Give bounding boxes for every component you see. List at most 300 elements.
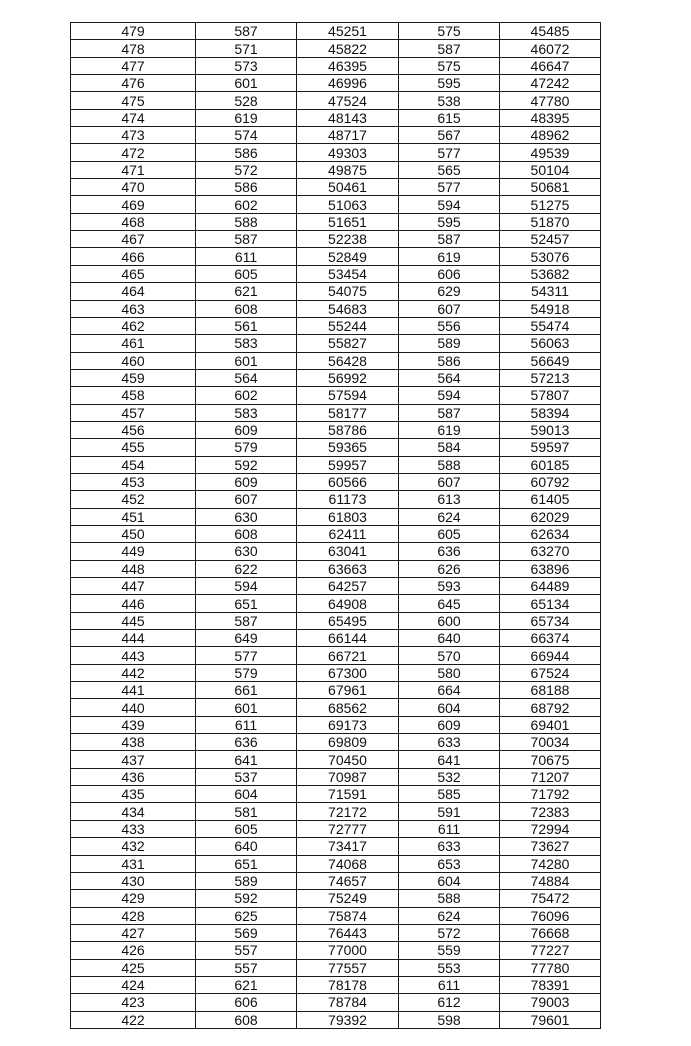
count-cell-2: 575 [399, 23, 500, 40]
score-cell: 442 [71, 664, 196, 681]
cumulative-cell-2: 65734 [500, 612, 601, 629]
count-cell: 651 [196, 595, 297, 612]
cumulative-cell-2: 58394 [500, 404, 601, 421]
count-cell-2: 640 [399, 630, 500, 647]
cumulative-cell: 70450 [297, 751, 399, 768]
count-cell-2: 611 [399, 976, 500, 993]
cumulative-cell: 54683 [297, 300, 399, 317]
count-cell-2: 594 [399, 196, 500, 213]
count-cell: 609 [196, 473, 297, 490]
table-row [71, 439, 601, 456]
score-cell: 451 [71, 508, 196, 525]
count-cell: 611 [196, 248, 297, 265]
score-cell: 478 [71, 40, 196, 57]
count-cell: 649 [196, 630, 297, 647]
count-cell: 564 [196, 369, 297, 386]
count-cell: 561 [196, 317, 297, 334]
count-cell: 587 [196, 612, 297, 629]
cumulative-cell: 65495 [297, 612, 399, 629]
table-row [71, 630, 601, 647]
count-cell-2: 612 [399, 994, 500, 1011]
score-table [70, 22, 601, 1029]
table-row [71, 248, 601, 265]
table-row [71, 352, 601, 369]
table-row [71, 959, 601, 976]
score-cell: 422 [71, 1011, 196, 1028]
table-row [71, 265, 601, 282]
cumulative-cell-2: 79601 [500, 1011, 601, 1028]
score-cell: 467 [71, 231, 196, 248]
table-row [71, 924, 601, 941]
cumulative-cell-2: 59013 [500, 421, 601, 438]
cumulative-cell-2: 59597 [500, 439, 601, 456]
table-row [71, 647, 601, 664]
count-cell: 630 [196, 543, 297, 560]
count-cell-2: 575 [399, 57, 500, 74]
cumulative-cell-2: 79003 [500, 994, 601, 1011]
table-row [71, 664, 601, 681]
score-cell: 473 [71, 127, 196, 144]
cumulative-cell-2: 54311 [500, 283, 601, 300]
cumulative-cell: 57594 [297, 387, 399, 404]
score-cell: 446 [71, 595, 196, 612]
table-row [71, 855, 601, 872]
count-cell: 574 [196, 127, 297, 144]
count-cell-2: 587 [399, 40, 500, 57]
score-table-body [71, 23, 601, 1029]
cumulative-cell-2: 76096 [500, 907, 601, 924]
cumulative-cell-2: 70034 [500, 734, 601, 751]
count-cell-2: 556 [399, 317, 500, 334]
cumulative-cell: 78784 [297, 994, 399, 1011]
table-row [71, 682, 601, 699]
count-cell-2: 577 [399, 144, 500, 161]
table-row [71, 838, 601, 855]
cumulative-cell-2: 51275 [500, 196, 601, 213]
count-cell: 602 [196, 196, 297, 213]
table-row [71, 300, 601, 317]
count-cell-2: 591 [399, 803, 500, 820]
count-cell-2: 580 [399, 664, 500, 681]
table-row [71, 525, 601, 542]
count-cell: 587 [196, 231, 297, 248]
cumulative-cell-2: 77780 [500, 959, 601, 976]
table-row [71, 92, 601, 109]
cumulative-cell: 64257 [297, 578, 399, 595]
score-cell: 443 [71, 647, 196, 664]
count-cell: 622 [196, 560, 297, 577]
table-row [71, 127, 601, 144]
table-row [71, 421, 601, 438]
score-cell: 455 [71, 439, 196, 456]
count-cell-2: 626 [399, 560, 500, 577]
count-cell-2: 565 [399, 161, 500, 178]
cumulative-cell: 56992 [297, 369, 399, 386]
score-cell: 463 [71, 300, 196, 317]
table-row [71, 543, 601, 560]
count-cell-2: 594 [399, 387, 500, 404]
count-cell-2: 606 [399, 265, 500, 282]
cumulative-cell-2: 62029 [500, 508, 601, 525]
table-row [71, 109, 601, 126]
score-cell: 432 [71, 838, 196, 855]
count-cell: 619 [196, 109, 297, 126]
cumulative-cell: 67300 [297, 664, 399, 681]
count-cell: 587 [196, 23, 297, 40]
cumulative-cell-2: 77227 [500, 942, 601, 959]
cumulative-cell: 50461 [297, 179, 399, 196]
score-cell: 472 [71, 144, 196, 161]
cumulative-cell: 46996 [297, 75, 399, 92]
cumulative-cell: 45822 [297, 40, 399, 57]
count-cell-2: 629 [399, 283, 500, 300]
table-row [71, 751, 601, 768]
cumulative-cell: 72172 [297, 803, 399, 820]
table-row [71, 734, 601, 751]
table-row [71, 179, 601, 196]
cumulative-cell-2: 45485 [500, 23, 601, 40]
count-cell-2: 619 [399, 421, 500, 438]
cumulative-cell-2: 57213 [500, 369, 601, 386]
cumulative-cell: 77557 [297, 959, 399, 976]
cumulative-cell-2: 73627 [500, 838, 601, 855]
table-row [71, 473, 601, 490]
count-cell-2: 588 [399, 890, 500, 907]
table-row [71, 387, 601, 404]
cumulative-cell: 62411 [297, 525, 399, 542]
count-cell-2: 641 [399, 751, 500, 768]
cumulative-cell-2: 62634 [500, 525, 601, 542]
cumulative-cell-2: 74884 [500, 872, 601, 889]
count-cell: 640 [196, 838, 297, 855]
score-cell: 430 [71, 872, 196, 889]
cumulative-cell: 61803 [297, 508, 399, 525]
count-cell-2: 587 [399, 404, 500, 421]
score-cell: 434 [71, 803, 196, 820]
score-cell: 468 [71, 213, 196, 230]
count-cell-2: 624 [399, 508, 500, 525]
count-cell-2: 559 [399, 942, 500, 959]
score-cell: 461 [71, 335, 196, 352]
cumulative-cell: 48143 [297, 109, 399, 126]
count-cell-2: 595 [399, 75, 500, 92]
table-row [71, 872, 601, 889]
score-cell: 439 [71, 716, 196, 733]
score-cell: 456 [71, 421, 196, 438]
cumulative-cell: 77000 [297, 942, 399, 959]
count-cell: 571 [196, 40, 297, 57]
count-cell: 605 [196, 820, 297, 837]
cumulative-cell: 60566 [297, 473, 399, 490]
cumulative-cell: 69173 [297, 716, 399, 733]
cumulative-cell: 55827 [297, 335, 399, 352]
count-cell: 609 [196, 421, 297, 438]
table-row [71, 491, 601, 508]
table-row [71, 456, 601, 473]
table-row [71, 404, 601, 421]
count-cell-2: 605 [399, 525, 500, 542]
cumulative-cell-2: 63270 [500, 543, 601, 560]
cumulative-cell-2: 74280 [500, 855, 601, 872]
count-cell-2: 532 [399, 768, 500, 785]
count-cell: 583 [196, 335, 297, 352]
count-cell-2: 607 [399, 473, 500, 490]
count-cell: 621 [196, 976, 297, 993]
table-row [71, 716, 601, 733]
table-row [71, 994, 601, 1011]
count-cell-2: 587 [399, 231, 500, 248]
count-cell-2: 595 [399, 213, 500, 230]
count-cell: 581 [196, 803, 297, 820]
cumulative-cell-2: 78391 [500, 976, 601, 993]
count-cell-2: 584 [399, 439, 500, 456]
score-cell: 453 [71, 473, 196, 490]
count-cell-2: 585 [399, 786, 500, 803]
count-cell-2: 609 [399, 716, 500, 733]
count-cell-2: 636 [399, 543, 500, 560]
score-cell: 425 [71, 959, 196, 976]
count-cell: 605 [196, 265, 297, 282]
count-cell: 577 [196, 647, 297, 664]
table-row [71, 578, 601, 595]
cumulative-cell: 78178 [297, 976, 399, 993]
cumulative-cell-2: 57807 [500, 387, 601, 404]
score-cell: 441 [71, 682, 196, 699]
count-cell-2: 589 [399, 335, 500, 352]
cumulative-cell: 54075 [297, 283, 399, 300]
cumulative-cell-2: 46072 [500, 40, 601, 57]
count-cell: 606 [196, 994, 297, 1011]
cumulative-cell: 58786 [297, 421, 399, 438]
score-cell: 431 [71, 855, 196, 872]
table-row [71, 57, 601, 74]
cumulative-cell-2: 49539 [500, 144, 601, 161]
cumulative-cell: 70987 [297, 768, 399, 785]
score-cell: 477 [71, 57, 196, 74]
count-cell-2: 633 [399, 838, 500, 855]
score-cell: 452 [71, 491, 196, 508]
count-cell: 569 [196, 924, 297, 941]
cumulative-cell: 73417 [297, 838, 399, 855]
cumulative-cell-2: 66374 [500, 630, 601, 647]
table-row [71, 283, 601, 300]
cumulative-cell-2: 72994 [500, 820, 601, 837]
count-cell: 604 [196, 786, 297, 803]
count-cell: 601 [196, 352, 297, 369]
cumulative-cell-2: 67524 [500, 664, 601, 681]
count-cell: 586 [196, 144, 297, 161]
score-cell: 471 [71, 161, 196, 178]
cumulative-cell-2: 60792 [500, 473, 601, 490]
cumulative-cell: 47524 [297, 92, 399, 109]
table-row [71, 335, 601, 352]
table-row [71, 803, 601, 820]
score-cell: 459 [71, 369, 196, 386]
count-cell: 579 [196, 664, 297, 681]
score-cell: 460 [71, 352, 196, 369]
count-cell: 621 [196, 283, 297, 300]
cumulative-cell: 69809 [297, 734, 399, 751]
cumulative-cell: 55244 [297, 317, 399, 334]
table-row [71, 1011, 601, 1028]
table-row [71, 213, 601, 230]
score-cell: 476 [71, 75, 196, 92]
cumulative-cell: 66721 [297, 647, 399, 664]
cumulative-cell-2: 52457 [500, 231, 601, 248]
table-row [71, 820, 601, 837]
table-row [71, 144, 601, 161]
cumulative-cell-2: 48395 [500, 109, 601, 126]
score-cell: 423 [71, 994, 196, 1011]
count-cell-2: 624 [399, 907, 500, 924]
count-cell: 589 [196, 872, 297, 889]
score-cell: 462 [71, 317, 196, 334]
table-row [71, 768, 601, 785]
count-cell: 608 [196, 300, 297, 317]
cumulative-cell-2: 54918 [500, 300, 601, 317]
cumulative-cell-2: 68188 [500, 682, 601, 699]
cumulative-cell: 72777 [297, 820, 399, 837]
cumulative-cell: 71591 [297, 786, 399, 803]
score-cell: 458 [71, 387, 196, 404]
cumulative-cell-2: 71792 [500, 786, 601, 803]
score-cell: 447 [71, 578, 196, 595]
cumulative-cell: 67961 [297, 682, 399, 699]
cumulative-cell-2: 47780 [500, 92, 601, 109]
table-row [71, 976, 601, 993]
count-cell: 592 [196, 456, 297, 473]
cumulative-cell-2: 53076 [500, 248, 601, 265]
score-cell: 426 [71, 942, 196, 959]
count-cell: 557 [196, 942, 297, 959]
score-cell: 438 [71, 734, 196, 751]
cumulative-cell-2: 70675 [500, 751, 601, 768]
score-cell: 465 [71, 265, 196, 282]
count-cell: 602 [196, 387, 297, 404]
count-cell: 588 [196, 213, 297, 230]
cumulative-cell: 45251 [297, 23, 399, 40]
cumulative-cell: 68562 [297, 699, 399, 716]
score-cell: 435 [71, 786, 196, 803]
cumulative-cell-2: 46647 [500, 57, 601, 74]
score-cell: 466 [71, 248, 196, 265]
cumulative-cell: 66144 [297, 630, 399, 647]
cumulative-cell: 63663 [297, 560, 399, 577]
cumulative-cell-2: 75472 [500, 890, 601, 907]
count-cell: 636 [196, 734, 297, 751]
count-cell-2: 593 [399, 578, 500, 595]
cumulative-cell: 52238 [297, 231, 399, 248]
count-cell: 601 [196, 699, 297, 716]
cumulative-cell: 59365 [297, 439, 399, 456]
count-cell-2: 586 [399, 352, 500, 369]
count-cell-2: 645 [399, 595, 500, 612]
score-cell: 464 [71, 283, 196, 300]
count-cell: 630 [196, 508, 297, 525]
cumulative-cell-2: 56649 [500, 352, 601, 369]
count-cell-2: 611 [399, 820, 500, 837]
cumulative-cell: 56428 [297, 352, 399, 369]
count-cell: 625 [196, 907, 297, 924]
count-cell-2: 615 [399, 109, 500, 126]
table-row [71, 907, 601, 924]
score-cell: 436 [71, 768, 196, 785]
cumulative-cell-2: 61405 [500, 491, 601, 508]
count-cell: 641 [196, 751, 297, 768]
count-cell: 572 [196, 161, 297, 178]
count-cell-2: 600 [399, 612, 500, 629]
table-row [71, 612, 601, 629]
count-cell-2: 604 [399, 872, 500, 889]
count-cell: 661 [196, 682, 297, 699]
cumulative-cell: 58177 [297, 404, 399, 421]
cumulative-cell-2: 71207 [500, 768, 601, 785]
count-cell-2: 613 [399, 491, 500, 508]
count-cell-2: 553 [399, 959, 500, 976]
cumulative-cell: 64908 [297, 595, 399, 612]
count-cell: 608 [196, 525, 297, 542]
cumulative-cell: 59957 [297, 456, 399, 473]
table-row [71, 40, 601, 57]
cumulative-cell-2: 56063 [500, 335, 601, 352]
count-cell-2: 633 [399, 734, 500, 751]
table-row [71, 890, 601, 907]
cumulative-cell-2: 53682 [500, 265, 601, 282]
count-cell: 651 [196, 855, 297, 872]
count-cell-2: 604 [399, 699, 500, 716]
cumulative-cell-2: 55474 [500, 317, 601, 334]
score-cell: 470 [71, 179, 196, 196]
cumulative-cell: 53454 [297, 265, 399, 282]
cumulative-cell: 51651 [297, 213, 399, 230]
cumulative-cell-2: 63896 [500, 560, 601, 577]
table-row [71, 942, 601, 959]
count-cell-2: 567 [399, 127, 500, 144]
score-cell: 424 [71, 976, 196, 993]
cumulative-cell: 74657 [297, 872, 399, 889]
score-cell: 479 [71, 23, 196, 40]
count-cell-2: 588 [399, 456, 500, 473]
cumulative-cell: 52849 [297, 248, 399, 265]
count-cell: 607 [196, 491, 297, 508]
count-cell: 594 [196, 578, 297, 595]
table-row [71, 196, 601, 213]
score-cell: 474 [71, 109, 196, 126]
score-cell: 428 [71, 907, 196, 924]
table-row [71, 699, 601, 716]
table-row [71, 508, 601, 525]
count-cell: 592 [196, 890, 297, 907]
score-cell: 440 [71, 699, 196, 716]
score-cell: 445 [71, 612, 196, 629]
table-row [71, 560, 601, 577]
count-cell-2: 598 [399, 1011, 500, 1028]
cumulative-cell: 63041 [297, 543, 399, 560]
score-cell: 433 [71, 820, 196, 837]
count-cell: 586 [196, 179, 297, 196]
cumulative-cell-2: 60185 [500, 456, 601, 473]
cumulative-cell-2: 50104 [500, 161, 601, 178]
score-cell: 448 [71, 560, 196, 577]
cumulative-cell: 46395 [297, 57, 399, 74]
count-cell-2: 572 [399, 924, 500, 941]
count-cell-2: 577 [399, 179, 500, 196]
cumulative-cell-2: 68792 [500, 699, 601, 716]
cumulative-cell: 49303 [297, 144, 399, 161]
cumulative-cell: 49875 [297, 161, 399, 178]
cumulative-cell-2: 50681 [500, 179, 601, 196]
cumulative-cell: 74068 [297, 855, 399, 872]
